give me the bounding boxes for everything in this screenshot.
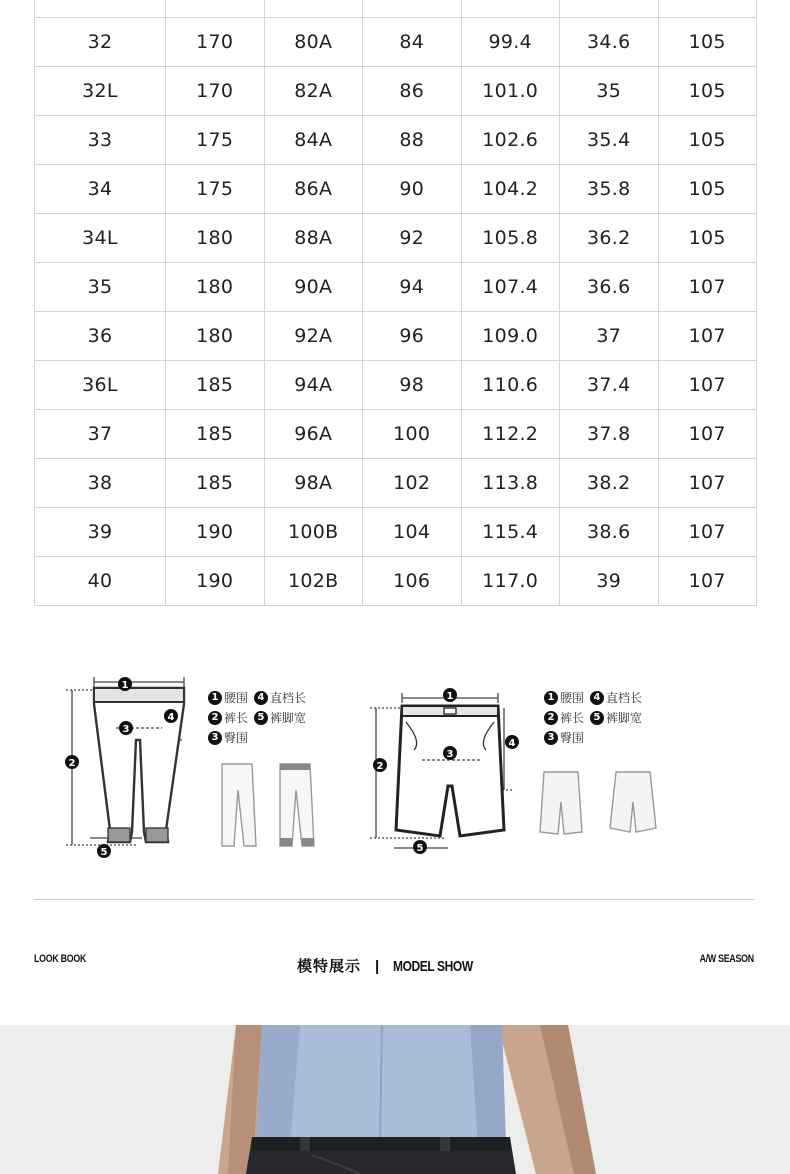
size-cell: 82A <box>264 67 363 116</box>
size-cell: 99.4 <box>461 18 560 67</box>
size-cell: 102.6 <box>461 116 560 165</box>
size-cell <box>461 0 560 18</box>
size-cell: 37.8 <box>560 410 659 459</box>
size-cell: 92A <box>264 312 363 361</box>
legend-waist: 腰围 <box>560 691 585 705</box>
legend-hip: 臀围 <box>224 731 249 745</box>
size-cell: 36.2 <box>560 214 659 263</box>
size-cell: 98A <box>264 459 363 508</box>
model-figure <box>0 1025 790 1174</box>
size-cell: 180 <box>166 263 265 312</box>
size-cell <box>264 0 363 18</box>
shorts-legend: 1 腰围 4 直档长 2 裤长 5 裤脚宽 3 臀围 <box>544 688 642 748</box>
size-cell: 96 <box>363 312 462 361</box>
marker-5-label: 5 <box>100 847 108 858</box>
size-cell: 115.4 <box>461 508 560 557</box>
size-chart-body <box>35 0 757 606</box>
size-chart-table <box>34 0 757 606</box>
size-cell: 84 <box>363 18 462 67</box>
size-cell: 35.4 <box>560 116 659 165</box>
size-cell: 107 <box>658 508 757 557</box>
marker-2-label: 2 <box>68 758 76 769</box>
size-cell: 175 <box>166 116 265 165</box>
size-cell: 96A <box>264 410 363 459</box>
size-row <box>35 214 757 263</box>
trousers-legend: 1 腰围 4 直档长 2 裤长 5 裤脚宽 3 臀围 <box>208 688 306 748</box>
trousers-diagram <box>34 660 756 860</box>
size-cell: 86 <box>363 67 462 116</box>
size-cell: 38 <box>35 459 166 508</box>
size-cell: 170 <box>166 67 265 116</box>
size-cell: 88A <box>264 214 363 263</box>
size-row <box>35 67 757 116</box>
size-row <box>35 557 757 606</box>
size-cell: 105.8 <box>461 214 560 263</box>
size-cell: 107 <box>658 410 757 459</box>
size-cell: 113.8 <box>461 459 560 508</box>
size-cell: 107 <box>658 557 757 606</box>
legend-leg-opening: 裤脚宽 <box>270 711 307 725</box>
size-cell: 38.6 <box>560 508 659 557</box>
shorts-marker-5-label: 5 <box>416 843 424 854</box>
shorts-marker-1-label: 1 <box>446 691 454 702</box>
size-cell: 88 <box>363 116 462 165</box>
size-cell: 94 <box>363 263 462 312</box>
size-cell: 104.2 <box>461 165 560 214</box>
size-cell: 190 <box>166 508 265 557</box>
size-cell: 185 <box>166 410 265 459</box>
size-cell: 100 <box>363 410 462 459</box>
size-cell: 107 <box>658 459 757 508</box>
section-divider <box>34 899 754 900</box>
size-cell: 37 <box>560 312 659 361</box>
legend-length: 裤长 <box>224 711 249 725</box>
size-cell: 175 <box>166 165 265 214</box>
size-row <box>35 263 757 312</box>
size-cell: 32L <box>35 67 166 116</box>
size-row <box>35 312 757 361</box>
size-cell: 105 <box>658 67 757 116</box>
size-cell: 185 <box>166 361 265 410</box>
size-cell: 107 <box>658 361 757 410</box>
size-cell: 36L <box>35 361 166 410</box>
size-cell: 39 <box>560 557 659 606</box>
size-row <box>35 508 757 557</box>
size-row <box>35 459 757 508</box>
size-cell: 112.2 <box>461 410 560 459</box>
size-cell: 38.2 <box>560 459 659 508</box>
legend-rise: 直档长 <box>606 691 643 705</box>
marker-4-label: 4 <box>167 712 175 723</box>
season-label: A/W SEASON <box>699 953 754 965</box>
shorts-marker-4-label: 4 <box>508 738 516 749</box>
size-cell: 107 <box>658 312 757 361</box>
model-show-heading <box>0 955 790 976</box>
size-cell: 101.0 <box>461 67 560 116</box>
legend-waist: 腰围 <box>224 691 249 705</box>
marker-1-label: 1 <box>121 680 129 691</box>
size-cell: 106 <box>363 557 462 606</box>
size-row <box>35 0 757 18</box>
shorts-marker-3-label: 3 <box>446 749 454 760</box>
size-cell: 34 <box>35 165 166 214</box>
size-row <box>35 410 757 459</box>
size-cell: 92 <box>363 214 462 263</box>
size-cell: 102 <box>363 459 462 508</box>
size-cell <box>560 0 659 18</box>
size-cell: 37 <box>35 410 166 459</box>
size-cell: 109.0 <box>461 312 560 361</box>
measurement-guide <box>34 660 756 860</box>
size-cell: 33 <box>35 116 166 165</box>
heading-separator: | <box>375 958 380 975</box>
model-show-title-cn: 模特展示 <box>297 958 362 975</box>
legend-length: 裤长 <box>560 711 585 725</box>
size-row <box>35 18 757 67</box>
size-cell: 37.4 <box>560 361 659 410</box>
size-cell: 86A <box>264 165 363 214</box>
model-photo <box>0 1025 790 1174</box>
size-cell <box>363 0 462 18</box>
size-cell: 94A <box>264 361 363 410</box>
size-cell: 190 <box>166 557 265 606</box>
size-cell: 34.6 <box>560 18 659 67</box>
size-row <box>35 361 757 410</box>
size-cell: 90 <box>363 165 462 214</box>
model-show-title-en: MODEL SHOW <box>393 958 474 975</box>
size-cell: 102B <box>264 557 363 606</box>
size-cell: 40 <box>35 557 166 606</box>
size-cell: 107 <box>658 263 757 312</box>
size-cell: 180 <box>166 312 265 361</box>
legend-hip: 臀围 <box>560 731 585 745</box>
size-cell: 105 <box>658 214 757 263</box>
size-cell: 117.0 <box>461 557 560 606</box>
size-cell: 100B <box>264 508 363 557</box>
size-cell <box>166 0 265 18</box>
size-cell: 170 <box>166 18 265 67</box>
marker-3-label: 3 <box>122 724 130 735</box>
size-cell <box>658 0 757 18</box>
size-cell: 34L <box>35 214 166 263</box>
size-cell: 35 <box>560 67 659 116</box>
size-cell: 104 <box>363 508 462 557</box>
size-cell: 105 <box>658 116 757 165</box>
size-cell: 185 <box>166 459 265 508</box>
size-cell: 110.6 <box>461 361 560 410</box>
size-cell: 84A <box>264 116 363 165</box>
size-row <box>35 116 757 165</box>
size-row <box>35 165 757 214</box>
look-book-label: LOOK BOOK <box>34 953 87 965</box>
size-cell: 180 <box>166 214 265 263</box>
size-cell: 36.6 <box>560 263 659 312</box>
size-cell: 107.4 <box>461 263 560 312</box>
size-cell <box>35 0 166 18</box>
size-cell: 105 <box>658 165 757 214</box>
legend-leg-opening: 裤脚宽 <box>606 711 643 725</box>
size-cell: 105 <box>658 18 757 67</box>
legend-rise: 直档长 <box>270 691 307 705</box>
size-cell: 35.8 <box>560 165 659 214</box>
size-cell: 39 <box>35 508 166 557</box>
shorts-marker-2-label: 2 <box>376 761 384 772</box>
size-cell: 32 <box>35 18 166 67</box>
size-cell: 35 <box>35 263 166 312</box>
size-cell: 36 <box>35 312 166 361</box>
size-cell: 90A <box>264 263 363 312</box>
size-cell: 98 <box>363 361 462 410</box>
size-cell: 80A <box>264 18 363 67</box>
